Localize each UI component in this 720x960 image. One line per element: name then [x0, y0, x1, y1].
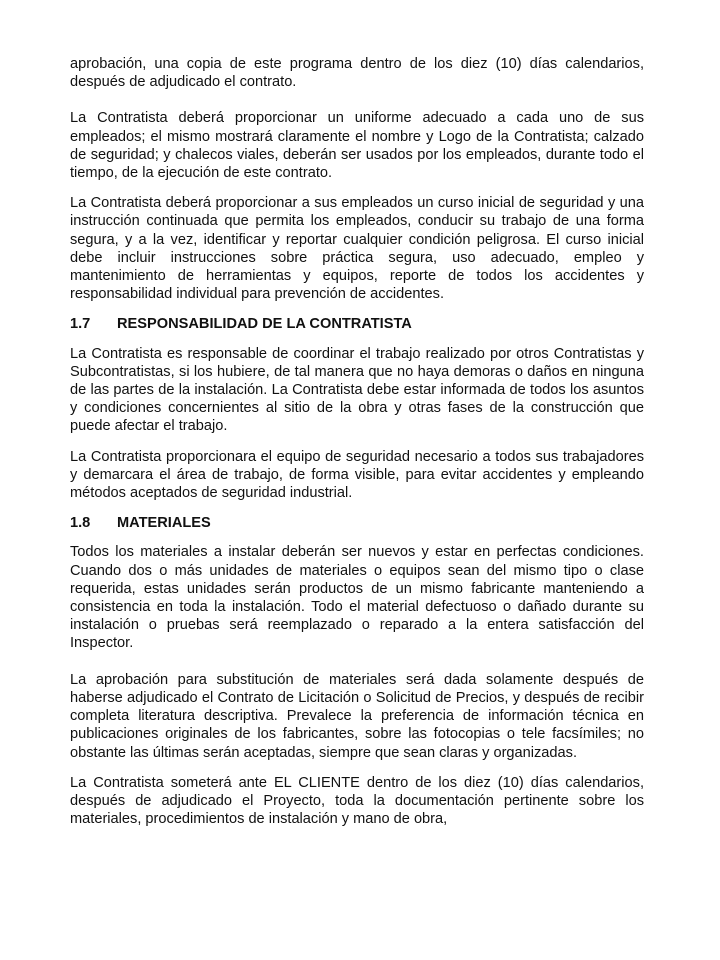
paragraph-uniforms: La Contratista deberá proporcionar un uniforme adecuado a cada uno de sus empleados; el mismo mostrará claramente el nombre y Logo de la Contratista; calzado de seguridad; y chalecos viales, deberán ser usados por los empleados, durante todo el tiempo, de la ejecución de este contrato. — [70, 110, 644, 182]
paragraph-new-materials: Todos los materiales a instalar deberán ser nuevos y estar en perfectas condiciones. Cuando dos o más unidades de materiales o equipos sean del mismo tipo o clase requerida, estas unidades serán productos de un mismo fabricante manteniendo a consistencia en toda la instalación. Todo el material defectuoso o dañado durante su instalación o pruebas será reemplazado o reparado a la entera satisfacción del Inspector. — [70, 544, 644, 652]
paragraph-coordination: La Contratista es responsable de coordinar el trabajo realizado por otros Contratistas y Subcontratistas, si los hubiere, de tal manera que no haya demoras o daños en ninguna de las partes de la instalación. La Contratista debe estar informada de todos los asuntos y condiciones concernientes al sitio de la obra y otras fases de la construcción que puede afectar el trabajo. — [70, 345, 644, 435]
section-number: 1.7 — [70, 316, 91, 333]
section-number: 1.8 — [70, 515, 91, 532]
document-page — [70, 55, 644, 828]
paragraph-safety-course: La Contratista deberá proporcionar a sus empleados un curso inicial de seguridad y una instrucción continuada que permita los empleados, conducir su trabajo de una forma segura, y a la vez, identificar y reportar cualquier condición peligrosa. El curso inicial debe incluir instrucciones sobre práctica segura, uso adecuado, empleo y mantenimiento de herramientas y equipos, reporte de todos los accidentes y responsabilidad individual para prevención de accidentes. — [70, 195, 644, 303]
paragraph-documentation-submission: La Contratista someterá ante EL CLIENTE dentro de los diez (10) días calendarios, después de adjudicado el Proyecto, toda la documentación pertinente sobre los materiales, procedimientos de instalación y mano de obra, — [70, 774, 644, 828]
paragraph-substitution-approval: La aprobación para substitución de materiales será dada solamente después de haberse adjudicado el Contrato de Licitación o Solicitud de Precios, y después de recibir completa literatura descriptiva. Prevalece la preferencia de información técnica en publicaciones originales de los fabricantes, sobre las fotocopias o tele facsímiles; no obstante las últimas serán aceptadas, siempre que sean claras y organizadas. — [70, 671, 644, 761]
section-title: MATERIALES — [117, 515, 211, 532]
section-heading-1-7 — [70, 315, 644, 333]
section-heading-1-8 — [70, 514, 644, 532]
paragraph-program-approval: aprobación, una copia de este programa dentro de los diez (10) días calendarios, después de adjudicado el contrato. — [70, 56, 644, 91]
section-title: RESPONSABILIDAD DE LA CONTRATISTA — [117, 316, 412, 333]
paragraph-safety-equipment: La Contratista proporcionara el equipo de seguridad necesario a todos sus trabajadores y demarcara el área de trabajo, de forma visible, para evitar accidentes y empleando métodos aceptados de seguridad industrial. — [70, 448, 644, 502]
